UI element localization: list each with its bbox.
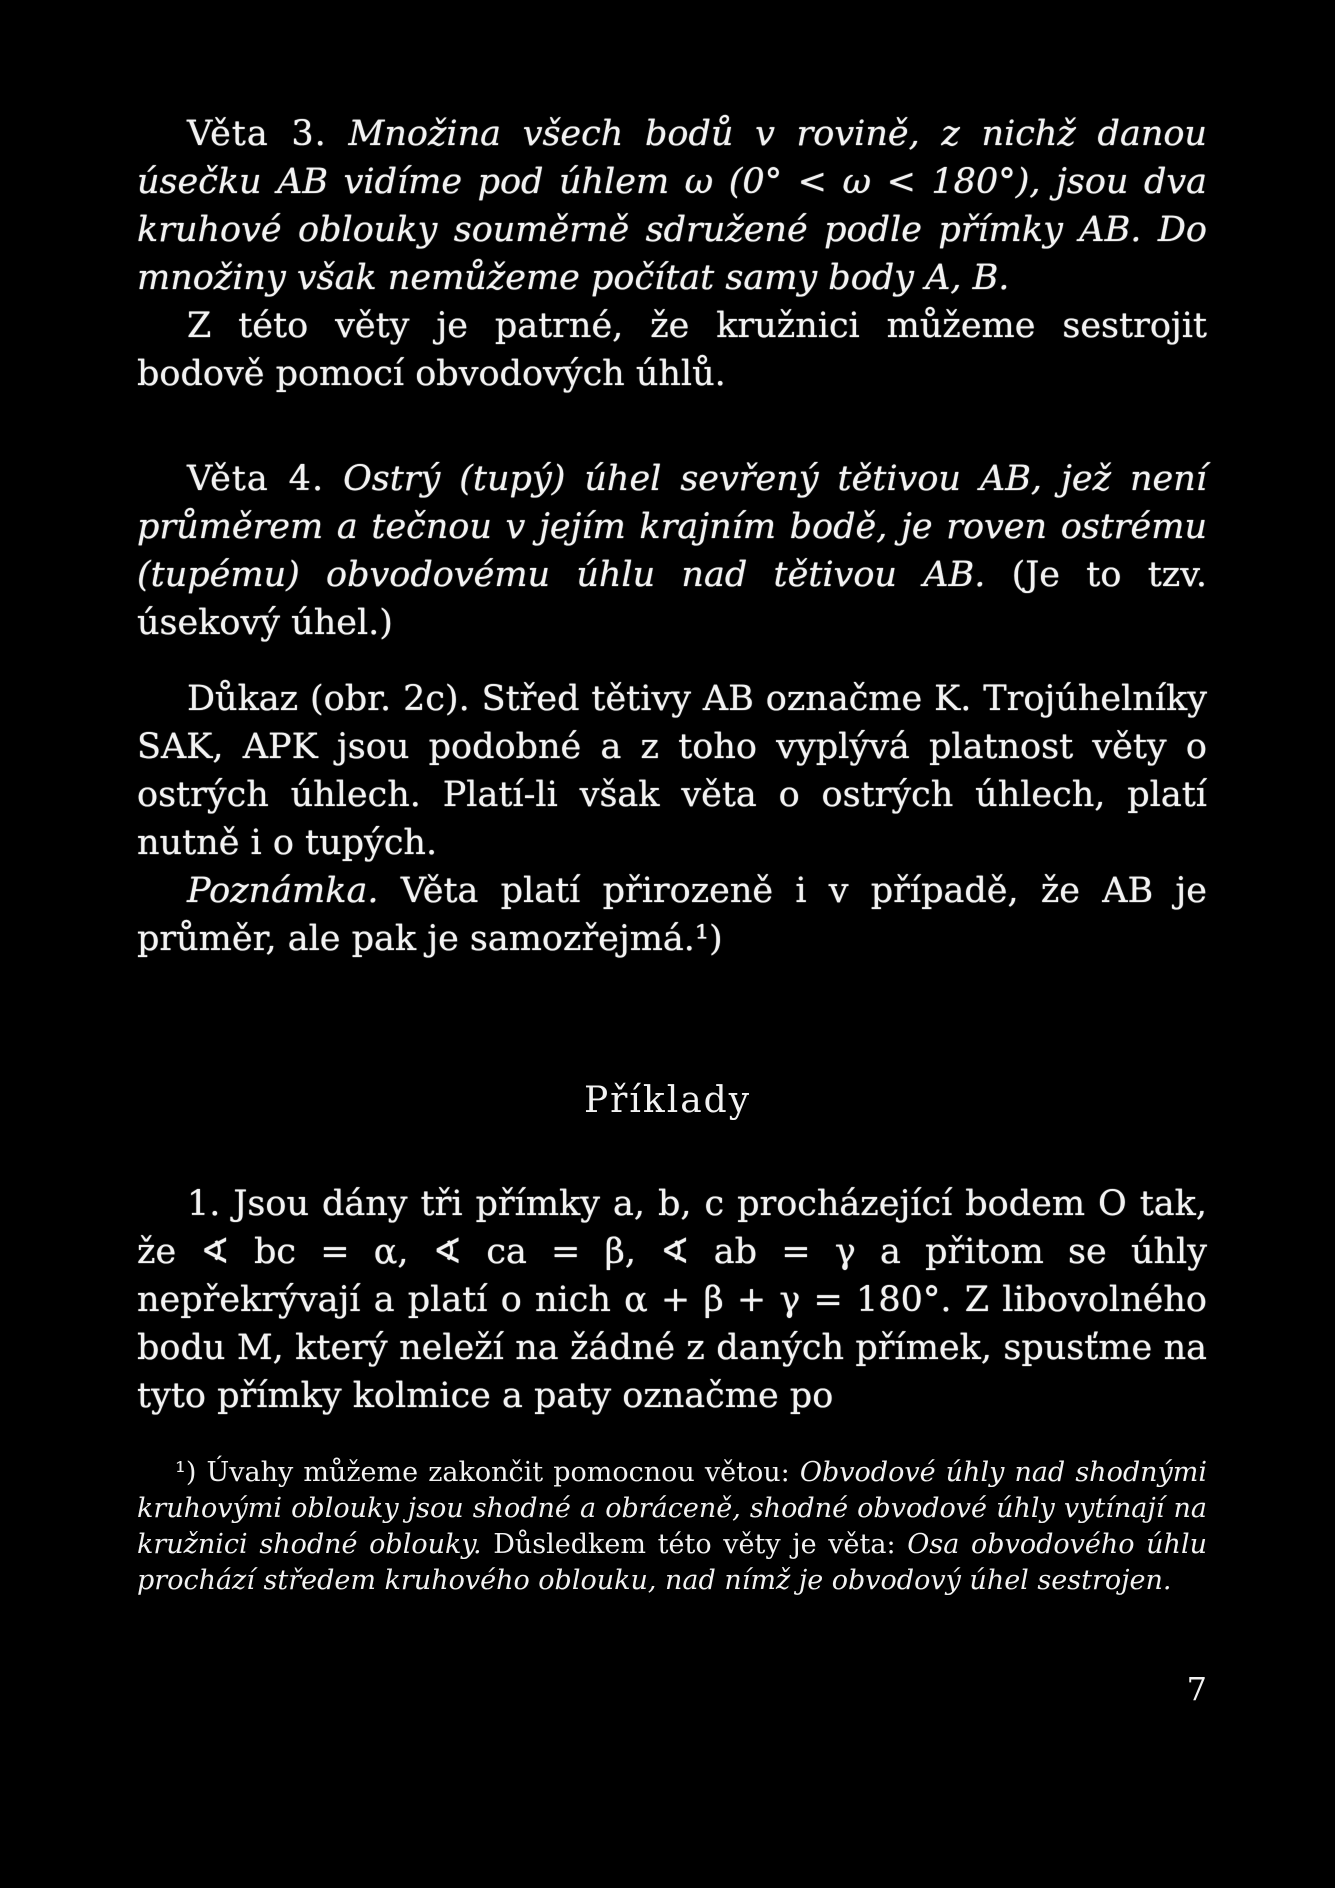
theorem-3-statement: Množina všech bodů v rovině, z nichž danou úsečku AB vidíme pod úhlem ω (0° < ω < 180°), jsou dva kruhové oblouky souměrně sdružené podle přímky AB. Do množiny však nemůžeme počítat samy body A, B. xyxy=(137,114,1207,298)
proof-remark-text: Věta platí přirozeně i v případě, že AB je průměr, ale pak je samozřejmá.¹) xyxy=(137,871,1207,959)
footnote-theorem: Obvodové úhly nad shodnými kruhovými oblouky jsou shodné a obráceně, shodné obvodové úhly vytínají na kružnici shodné oblouky. xyxy=(137,1457,1207,1560)
example-1-block xyxy=(137,1180,1207,1420)
theorem-4-block xyxy=(137,455,1207,647)
proof-block xyxy=(137,675,1207,963)
proof-remark-label: Poznámka. xyxy=(187,871,379,911)
example-1-paragraph: 1. Jsou dány tři přímky a, b, c procházející bodem O tak, že ∢ bc = α, ∢ ca = β, ∢ ab = γ a přitom se úhly nepřekrývají a platí o nich α + β + γ = 180°. Z libovolného bodu M, který neleží na žádné z daných přímek, spusťme na tyto přímky kolmice a paty označme po xyxy=(137,1184,1207,1416)
theorem-3-label: Věta 3. xyxy=(187,114,327,154)
proof-paragraph: Důkaz (obr. 2c). Střed tětivy AB označme K. Trojúhelníky SAK, APK jsou podobné a z toho vyplývá platnost věty o ostrých úhlech. Platí-li však věta o ostrých úhlech, platí nutně i o tupých. xyxy=(137,679,1207,863)
footnote-paragraph xyxy=(137,1455,1207,1599)
proof-remark xyxy=(137,867,1207,963)
section-title: Příklady xyxy=(583,1080,752,1121)
theorem-3-remark: Z této věty je patrné, že kružnici můžeme sestrojit bodově pomocí obvodových úhlů. xyxy=(137,306,1207,394)
footnote-lead: ¹) Úvahy můžeme zakončit pomocnou větou: xyxy=(175,1457,790,1488)
theorem-4-note: (Je to tzv. úsekový úhel.) xyxy=(137,555,1207,643)
page-number: 7 xyxy=(1186,1670,1207,1708)
footnote-consequence-lead: Důsledkem této věty je věta: xyxy=(493,1529,896,1560)
theorem-4-statement: Ostrý (tupý) úhel sevřený tětivou AB, jež není průměrem a tečnou v jejím krajním bodě, je roven ostrému (tupému) obvodovému úhlu nad tětivou AB. xyxy=(137,459,1207,595)
theorem-4-label: Věta 4. xyxy=(187,459,325,499)
theorem-4-paragraph xyxy=(137,455,1207,647)
theorem-3-paragraph xyxy=(137,110,1207,302)
theorem-3-block xyxy=(137,110,1207,398)
footnote xyxy=(137,1455,1207,1599)
footnote-consequence: Osa obvodového úhlu prochází středem kruhového oblouku, nad nímž je obvodový úhel sestrojen. xyxy=(137,1529,1207,1596)
